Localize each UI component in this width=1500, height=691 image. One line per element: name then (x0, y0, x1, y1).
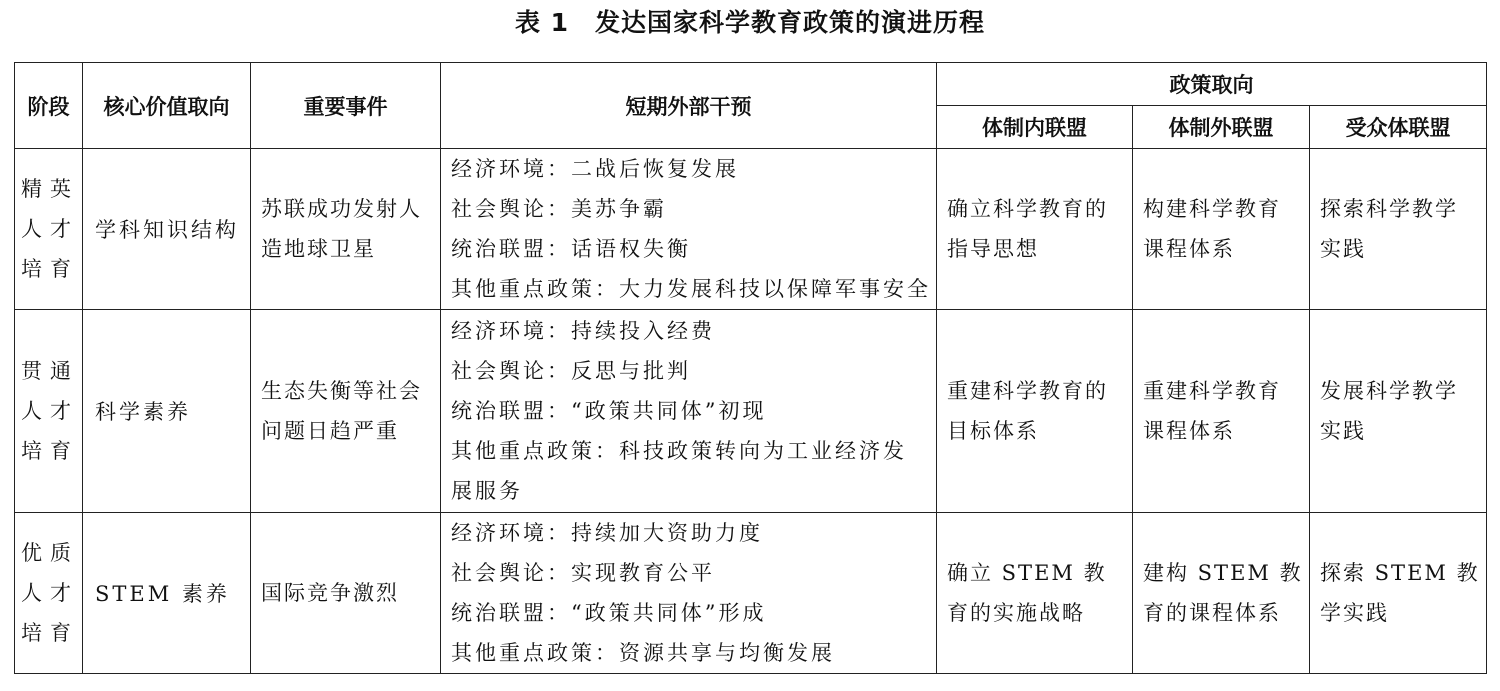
header-policy: 政策取向 (937, 63, 1487, 106)
intervention-line: 社会舆论：实现教育公平 (451, 561, 715, 585)
external-cell (1133, 513, 1310, 674)
table-row (15, 513, 1487, 674)
table-row (15, 149, 1487, 310)
internal-text: 确立 STEM 教育的实施战略 (947, 561, 1107, 625)
external-text: 重建科学教育课程体系 (1143, 379, 1281, 443)
intervention-cell (441, 310, 937, 513)
internal-cell (937, 149, 1133, 310)
external-cell (1133, 149, 1310, 310)
table-title: 表 1 发达国家科学教育政策的演进历程 (514, 8, 986, 37)
intervention-line: 经济环境：二战后恢复发展 (451, 157, 739, 181)
key-event-text: 生态失衡等社会问题日趋严重 (261, 379, 422, 443)
audience-cell (1310, 310, 1487, 513)
policy-evolution-table (14, 62, 1487, 674)
intervention-line: 社会舆论：美苏争霸 (451, 197, 667, 221)
stage-cell (15, 513, 83, 674)
table-row (15, 310, 1487, 513)
key-event-text: 苏联成功发射人造地球卫星 (261, 197, 422, 261)
stage-cell (15, 310, 83, 513)
internal-text: 确立科学教育的指导思想 (947, 197, 1108, 261)
stage-cell (15, 149, 83, 310)
intervention-line: 经济环境：持续加大资助力度 (451, 521, 763, 545)
audience-cell (1310, 513, 1487, 674)
header-internal: 体制内联盟 (937, 106, 1133, 149)
audience-text: 发展科学教学实践 (1320, 379, 1458, 443)
header-core-value: 核心价值取向 (83, 63, 251, 149)
core-value-cell: 学科知识结构 (83, 149, 251, 310)
intervention-line: 其他重点政策：科技政策转向为工业经济发展服务 (451, 439, 907, 503)
internal-text: 重建科学教育的目标体系 (947, 379, 1108, 443)
intervention-cell (441, 513, 937, 674)
key-event-text: 国际竞争激烈 (261, 581, 399, 605)
intervention-line: 统治联盟：话语权失衡 (451, 237, 691, 261)
intervention-line: 统治联盟：“政策共同体”初现 (451, 399, 767, 423)
core-value-cell: 科学素养 (83, 310, 251, 513)
core-value-cell: STEM 素养 (83, 513, 251, 674)
intervention-line: 统治联盟：“政策共同体”形成 (451, 601, 767, 625)
intervention-line: 其他重点政策：资源共享与均衡发展 (451, 641, 835, 665)
internal-cell (937, 513, 1133, 674)
external-text: 构建科学教育课程体系 (1143, 197, 1281, 261)
internal-cell (937, 310, 1133, 513)
header-intervention: 短期外部干预 (441, 63, 937, 149)
key-event-cell (251, 149, 441, 310)
key-event-cell (251, 310, 441, 513)
external-text: 建构 STEM 教育的课程体系 (1143, 561, 1303, 625)
key-event-cell (251, 513, 441, 674)
audience-text: 探索 STEM 教学实践 (1320, 561, 1480, 625)
stage-text: 贯通人才培育 (21, 359, 79, 463)
audience-text: 探索科学教学实践 (1320, 197, 1458, 261)
header-audience: 受众体联盟 (1310, 106, 1487, 149)
stage-text: 精英人才培育 (21, 177, 79, 281)
external-cell (1133, 310, 1310, 513)
intervention-line: 经济环境：持续投入经费 (451, 319, 715, 343)
header-stage: 阶段 (15, 63, 83, 149)
header-key-event: 重要事件 (251, 63, 441, 149)
audience-cell (1310, 149, 1487, 310)
intervention-line: 其他重点政策：大力发展科技以保障军事安全 (451, 277, 931, 301)
header-external: 体制外联盟 (1133, 106, 1310, 149)
stage-text: 优质人才培育 (21, 541, 79, 645)
intervention-cell (441, 149, 937, 310)
header-row-1 (15, 63, 1487, 106)
intervention-line: 社会舆论：反思与批判 (451, 359, 691, 383)
